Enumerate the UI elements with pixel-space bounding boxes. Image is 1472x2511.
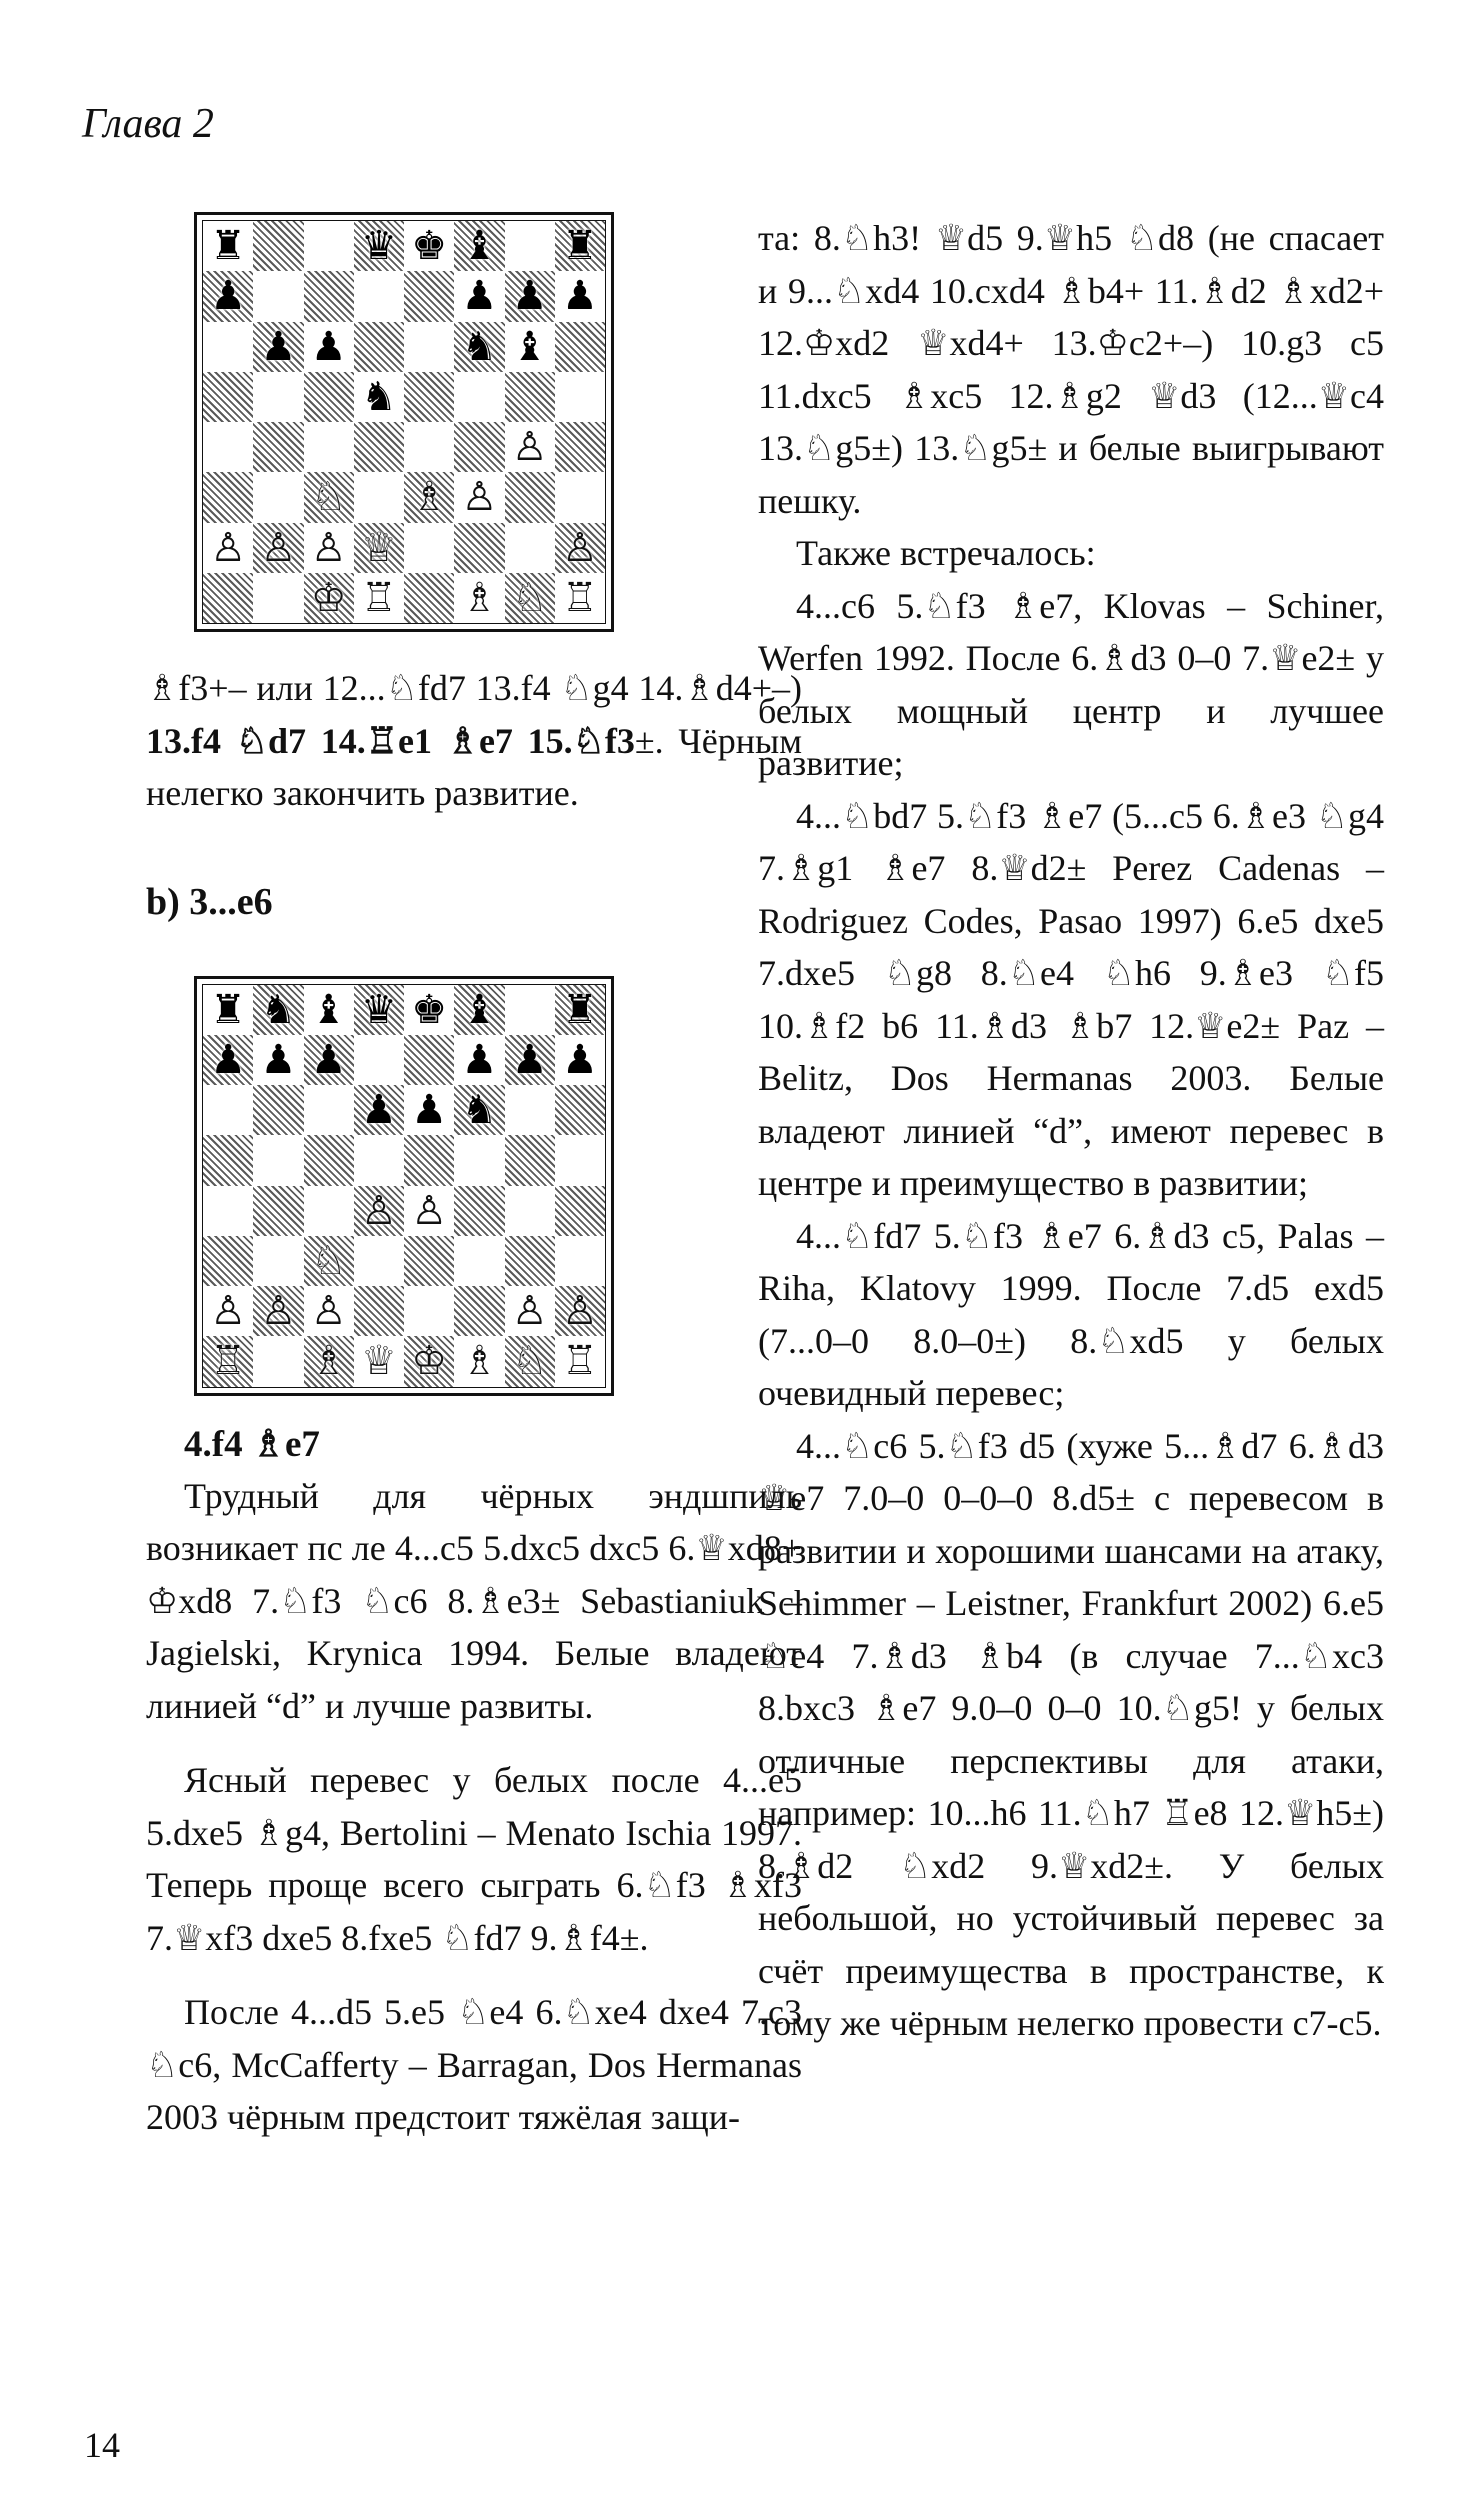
square-d2 [354, 1286, 404, 1336]
square-f7 [454, 1035, 504, 1085]
square-e8 [404, 985, 454, 1035]
square-h8 [555, 221, 605, 271]
piece-bN: ♞ [461, 1087, 498, 1134]
square-f3 [454, 1236, 504, 1286]
square-c2 [304, 1286, 354, 1336]
piece-bP: ♟ [511, 273, 548, 320]
piece-wR: ♖ [561, 1338, 598, 1385]
square-g4 [505, 1186, 555, 1236]
piece-wR: ♖ [561, 574, 598, 621]
square-a5 [203, 372, 253, 422]
board-grid [203, 221, 605, 623]
piece-bP: ♟ [360, 1087, 397, 1134]
square-f5 [454, 1135, 504, 1185]
piece-wP: ♙ [561, 524, 598, 571]
piece-bQ: ♛ [360, 986, 397, 1033]
square-e6 [404, 322, 454, 372]
piece-bN: ♞ [461, 323, 498, 370]
square-b2 [253, 523, 303, 573]
square-d7 [354, 1035, 404, 1085]
square-b4 [253, 422, 303, 472]
piece-wP: ♙ [310, 1288, 347, 1335]
piece-bP: ♟ [210, 273, 247, 320]
square-a6 [203, 1085, 253, 1135]
piece-bP: ♟ [310, 323, 347, 370]
square-b8 [253, 221, 303, 271]
square-c1 [304, 573, 354, 623]
piece-wB: ♗ [310, 1338, 347, 1385]
piece-bP: ♟ [561, 273, 598, 320]
piece-wP: ♙ [210, 1288, 247, 1335]
square-g6 [505, 322, 555, 372]
square-c4 [304, 422, 354, 472]
paragraph: 4...♘fd7 5.♘f3 ♗e7 6.♗d3 c5, Palas – Riha, Klatovy 1999. После 7.d5 exd5 (7...0–0 8.0–0±) 8.♘xd5 у белых очевидный перевес; [758, 1215, 1384, 1413]
paragraph: 4...♘c6 5.♘f3 d5 (хуже 5...♗d7 6.♗d3 ♕e7 7.0–0 0–0–0 8.d5± с перевесом в развитии и хорошими шансами на атаку, Schimmer – Leistner, Frankfurt 2002) 6.e5 ♘e4 7.♗d3 ♗b4 (в случае 7...♘xc3 8.bxc3 ♗e7 9.0–0 0–0 10.♘g5! у белых отличные перспективы для атаки, например: 10...h6 11.♘h7 ♖e8 12.♕h5±) 8.♗d2 ♘xd2 9.♕xd2±. У белых небольшой, но устойчивый перевес за счёт преимущества в пространстве, к тому же чёрным нелегко провести c7-c5. [758, 1425, 1384, 2043]
square-f6 [454, 322, 504, 372]
square-g5 [505, 1135, 555, 1185]
square-c5 [304, 1135, 354, 1185]
piece-bN: ♞ [260, 986, 297, 1033]
square-d8 [354, 985, 404, 1035]
piece-bP: ♟ [461, 273, 498, 320]
paragraph: 4...♘bd7 5.♘f3 ♗e7 (5...c5 6.♗e3 ♘g4 7.♗g1 ♗e7 8.♕d2± Perez Cadenas – Rodriguez Codes, Pasao 1997) 6.e5 dxe5 7.dxe5 ♘g8 8.♘e4 ♘h6 9.♗e3 ♘f5 10.♗f2 b6 11.♗d3 ♗b7 12.♕e2± Paz – Belitz, Dos Hermanas 2003. Белые владеют линией “d”, имеют перевес в центре и преимущество в развитии; [758, 795, 1384, 1203]
square-c6 [304, 322, 354, 372]
square-e1 [404, 573, 454, 623]
square-h7 [555, 271, 605, 321]
square-b5 [253, 1135, 303, 1185]
square-d5 [354, 372, 404, 422]
piece-wN: ♘ [310, 1237, 347, 1284]
text-run: ♗f3+– или 12...♘fd7 13.f4 ♘g4 14.♗d4+–) [146, 668, 802, 708]
piece-bR: ♜ [561, 223, 598, 270]
square-b5 [253, 372, 303, 422]
square-h5 [555, 372, 605, 422]
square-c4 [304, 1186, 354, 1236]
square-c7 [304, 271, 354, 321]
square-g7 [505, 1035, 555, 1085]
square-g4 [505, 422, 555, 472]
square-a3 [203, 472, 253, 522]
square-a8 [203, 221, 253, 271]
square-e1 [404, 1336, 454, 1386]
piece-bN: ♞ [360, 373, 397, 420]
piece-wK: ♔ [310, 574, 347, 621]
square-f4 [454, 1186, 504, 1236]
chess-diagram-2 [194, 976, 614, 1396]
square-e5 [404, 372, 454, 422]
piece-wB: ♗ [411, 474, 448, 521]
square-b1 [253, 573, 303, 623]
square-f6 [454, 1085, 504, 1135]
piece-bP: ♟ [310, 1036, 347, 1083]
square-e4 [404, 1186, 454, 1236]
square-h6 [555, 1085, 605, 1135]
piece-bB: ♝ [310, 986, 347, 1033]
square-a5 [203, 1135, 253, 1185]
square-f1 [454, 1336, 504, 1386]
square-d4 [354, 422, 404, 472]
square-c2 [304, 523, 354, 573]
square-b6 [253, 1085, 303, 1135]
square-e2 [404, 1286, 454, 1336]
square-h3 [555, 1236, 605, 1286]
piece-wP: ♙ [511, 1288, 548, 1335]
square-g3 [505, 1236, 555, 1286]
piece-wQ: ♕ [360, 1338, 397, 1385]
square-b1 [253, 1336, 303, 1386]
piece-wP: ♙ [260, 1288, 297, 1335]
square-g6 [505, 1085, 555, 1135]
square-b4 [253, 1186, 303, 1236]
square-f3 [454, 472, 504, 522]
square-g8 [505, 221, 555, 271]
piece-wB: ♗ [461, 574, 498, 621]
square-f8 [454, 985, 504, 1035]
piece-bP: ♟ [561, 1036, 598, 1083]
piece-wR: ♖ [360, 574, 397, 621]
bold-moves: 13.f4 ♘d7 14.♖e1 ♗e7 15.♘f3 [146, 720, 635, 761]
left-column [146, 212, 802, 2144]
square-b8 [253, 985, 303, 1035]
square-h8 [555, 985, 605, 1035]
square-g8 [505, 985, 555, 1035]
square-a6 [203, 322, 253, 372]
square-d5 [354, 1135, 404, 1185]
section-heading: b) 3...e6 [146, 880, 273, 923]
square-e8 [404, 221, 454, 271]
piece-bR: ♜ [210, 223, 247, 270]
piece-bK: ♚ [411, 986, 448, 1033]
square-b7 [253, 1035, 303, 1085]
piece-wB: ♗ [461, 1338, 498, 1385]
square-g1 [505, 573, 555, 623]
paragraph: Ясный перевес у белых после 4...e5 5.dxe5 ♗g4, Bertolini – Menato Ischia 1997. Теперь проще всего сыграть 6.♘f3 ♗xf3 7.♕xf3 dxe5 8.fxe5 ♘fd7 9.♗f4±. [146, 1760, 802, 1958]
board-grid [203, 985, 605, 1387]
square-a2 [203, 1286, 253, 1336]
square-g5 [505, 372, 555, 422]
square-e7 [404, 1035, 454, 1085]
square-h7 [555, 1035, 605, 1085]
square-h4 [555, 1186, 605, 1236]
square-a8 [203, 985, 253, 1035]
square-d6 [354, 322, 404, 372]
square-b6 [253, 322, 303, 372]
square-d7 [354, 271, 404, 321]
square-f7 [454, 271, 504, 321]
piece-bP: ♟ [210, 1036, 247, 1083]
paragraph: После 4...d5 5.e5 ♘e4 6.♘xe4 dxe4 7.c3 ♘c6, McCafferty – Barragan, Dos Hermanas 2003 чёрным предстоит тяжёлая защи- [146, 1992, 802, 2137]
square-h6 [555, 322, 605, 372]
square-g1 [505, 1336, 555, 1386]
piece-wR: ♖ [210, 1338, 247, 1385]
square-c8 [304, 221, 354, 271]
piece-wP: ♙ [310, 524, 347, 571]
square-d2 [354, 523, 404, 573]
square-f4 [454, 422, 504, 472]
square-f1 [454, 573, 504, 623]
square-f2 [454, 1286, 504, 1336]
square-e2 [404, 523, 454, 573]
piece-wP: ♙ [210, 524, 247, 571]
piece-wP: ♙ [561, 1288, 598, 1335]
square-b2 [253, 1286, 303, 1336]
square-d4 [354, 1186, 404, 1236]
piece-bB: ♝ [461, 986, 498, 1033]
piece-wP: ♙ [360, 1187, 397, 1234]
piece-bB: ♝ [511, 323, 548, 370]
square-d6 [354, 1085, 404, 1135]
chess-diagram-1 [194, 212, 614, 632]
square-e6 [404, 1085, 454, 1135]
square-e3 [404, 1236, 454, 1286]
square-a7 [203, 1035, 253, 1085]
square-f8 [454, 221, 504, 271]
square-c8 [304, 985, 354, 1035]
square-g3 [505, 472, 555, 522]
text-run: ±. Чёрным нелегко закончить развитие. [146, 720, 802, 813]
paragraph-continuation: та: 8.♘h3! ♕d5 9.♕h5 ♘d8 (не спасает и 9...♘xd4 10.cxd4 ♗b4+ 11.♗d2 ♗xd2+ 12.♔xd2 ♕xd4+ 13.♔c2+–) 10.g3 c5 11.dxc5 ♗xc5 12.♗g2 ♕d3 (12...♕c4 13.♘g5±) 13.♘g5± и белые выигрывают пешку. [758, 218, 1384, 521]
piece-wN: ♘ [310, 474, 347, 521]
chapter-header: Глава 2 [82, 101, 214, 147]
piece-wP: ♙ [461, 474, 498, 521]
piece-wP: ♙ [260, 524, 297, 571]
square-e3 [404, 472, 454, 522]
square-c5 [304, 372, 354, 422]
square-c3 [304, 1236, 354, 1286]
square-d3 [354, 472, 404, 522]
square-h5 [555, 1135, 605, 1185]
square-g2 [505, 523, 555, 573]
square-e7 [404, 271, 454, 321]
square-b3 [253, 472, 303, 522]
square-b3 [253, 1236, 303, 1286]
square-a4 [203, 422, 253, 472]
square-c1 [304, 1336, 354, 1386]
right-column [758, 212, 1384, 2050]
piece-bP: ♟ [260, 323, 297, 370]
square-e4 [404, 422, 454, 472]
square-c7 [304, 1035, 354, 1085]
square-d1 [354, 1336, 404, 1386]
page-number: 14 [84, 2425, 120, 2465]
piece-bR: ♜ [210, 986, 247, 1033]
square-a7 [203, 271, 253, 321]
square-h3 [555, 472, 605, 522]
piece-bB: ♝ [461, 223, 498, 270]
piece-wN: ♘ [511, 1338, 548, 1385]
piece-bP: ♟ [461, 1036, 498, 1083]
square-f2 [454, 523, 504, 573]
square-g7 [505, 271, 555, 321]
piece-bP: ♟ [511, 1036, 548, 1083]
piece-wP: ♙ [511, 424, 548, 471]
piece-bR: ♜ [561, 986, 598, 1033]
square-c6 [304, 1085, 354, 1135]
piece-bP: ♟ [411, 1087, 448, 1134]
piece-bQ: ♛ [360, 223, 397, 270]
square-a1 [203, 573, 253, 623]
square-c3 [304, 472, 354, 522]
square-d1 [354, 573, 404, 623]
square-e5 [404, 1135, 454, 1185]
square-h1 [555, 1336, 605, 1386]
paragraph: Также встречалось: [796, 533, 1096, 573]
square-f5 [454, 372, 504, 422]
paragraph-continuation [146, 662, 802, 820]
piece-wK: ♔ [411, 1338, 448, 1385]
piece-wQ: ♕ [360, 524, 397, 571]
square-b7 [253, 271, 303, 321]
square-a2 [203, 523, 253, 573]
paragraph: Трудный для чёрных эндшпиль возникает пс ле 4...c5 5.dxc5 dxc5 6.♕xd8+ ♔xd8 7.♘f3 ♘c6 8.♗e3± Sebastianiuk – Jagielski, Krynica 1994. Белые владеют линией “d” и лучше развиты. [146, 1475, 802, 1726]
square-a3 [203, 1236, 253, 1286]
piece-bK: ♚ [411, 223, 448, 270]
square-h1 [555, 573, 605, 623]
piece-wP: ♙ [411, 1187, 448, 1234]
move-heading: 4.f4 ♗e7 [184, 1423, 320, 1465]
square-g2 [505, 1286, 555, 1336]
square-d8 [354, 221, 404, 271]
square-a4 [203, 1186, 253, 1236]
square-h2 [555, 523, 605, 573]
square-a1 [203, 1336, 253, 1386]
paragraph: 4...c6 5.♘f3 ♗e7, Klovas – Schiner, Werfen 1992. После 6.♗d3 0–0 7.♕e2± у белых мощный центр и лучшее развитие; [758, 585, 1384, 783]
square-d3 [354, 1236, 404, 1286]
piece-bP: ♟ [260, 1036, 297, 1083]
piece-wN: ♘ [511, 574, 548, 621]
square-h4 [555, 422, 605, 472]
square-h2 [555, 1286, 605, 1336]
